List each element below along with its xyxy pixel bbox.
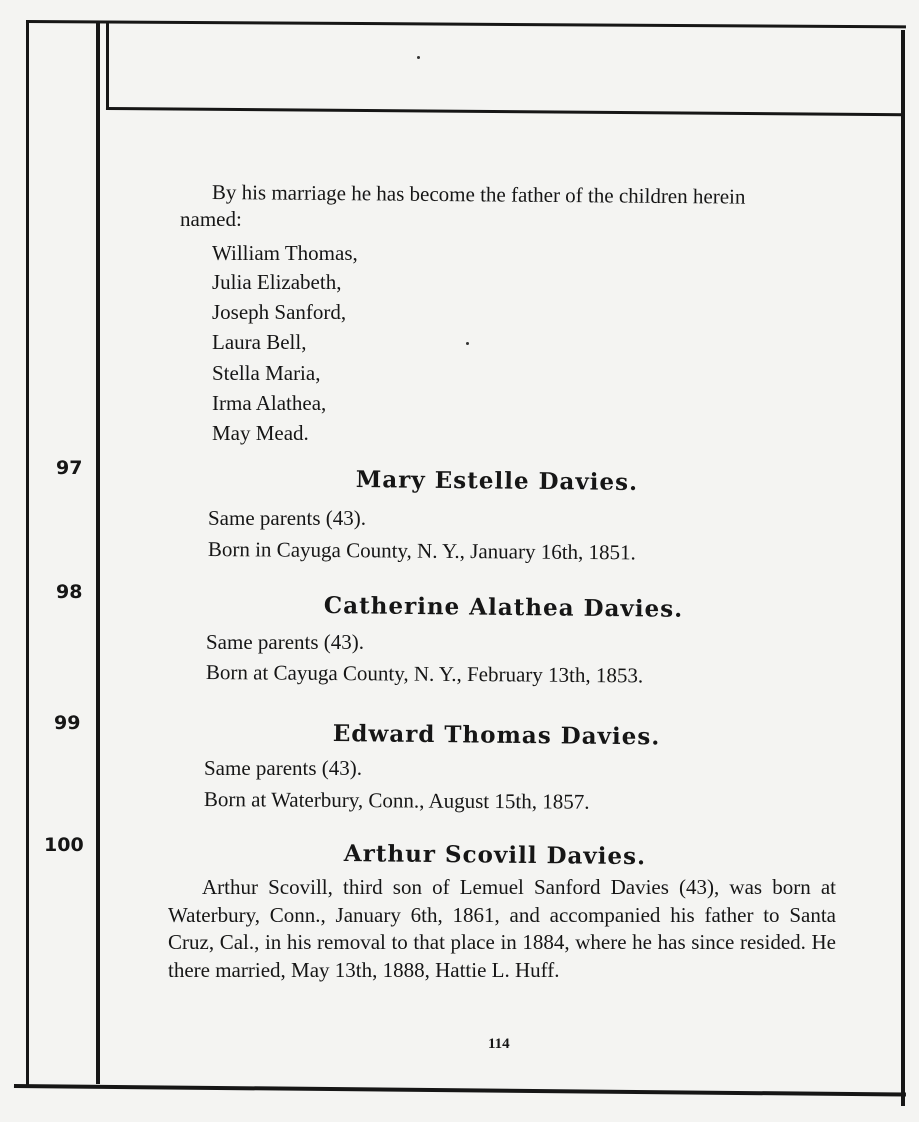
entry-heading: Edward Thomas Davies. [332,720,661,751]
entry-line: Born at Waterbury, Conn., August 15th, 1857. [203,787,590,814]
entry-number: 99 [54,712,81,734]
entry-line: Born at Cayuga County, N. Y., February 13th, 1853. [205,660,644,688]
page-number: 114 [488,1036,510,1052]
entry-heading: Arthur Scovill Davies. [343,840,647,871]
child-name: William Thomas, [212,241,358,265]
ink-speck [417,56,420,59]
entry-number: 98 [56,581,83,603]
frame-left-border [26,20,29,1088]
frame-bottom-border [14,1084,906,1097]
frame-right-border [901,30,905,1106]
entry-line: Born in Cayuga County, N. Y., January 16th, 1851. [207,537,636,565]
child-name: Irma Alathea, [212,391,327,415]
entry-heading: Mary Estelle Davies. [355,466,639,496]
child-name: Joseph Sanford, [212,300,347,324]
entry-heading: Catherine Alathea Davies. [323,592,684,623]
header-rule [106,107,904,116]
entry-number: 100 [44,834,84,856]
entry-paragraph [168,874,836,984]
entry-line: Same parents (43). [204,756,363,780]
child-name: Julia Elizabeth, [212,270,342,294]
entry-line: Same parents (43). [206,630,365,654]
child-name: May Mead. [212,421,309,445]
intro-text-line: named: [180,207,242,231]
intro-text-line: By his marriage he has become the father of the children herein [211,180,746,209]
child-name: Laura Bell, [212,330,307,354]
margin-rule [96,22,100,1084]
entry-paragraph-text: Arthur Scovill, third son of Lemuel Sanford Davies (43), was born at Waterbury, Conn., January 6th, 1861, and accompanied his father to Santa Cruz, Cal., in his removal to that place in 1884, where he has since resided. He there married, May 13th, 1888, Hattie L. Huff. [168,875,836,982]
child-name: Stella Maria, [212,361,321,385]
page-header-band [109,26,901,106]
ink-speck [466,342,469,345]
entry-line: Same parents (43). [208,506,367,530]
entry-number: 97 [56,457,83,479]
